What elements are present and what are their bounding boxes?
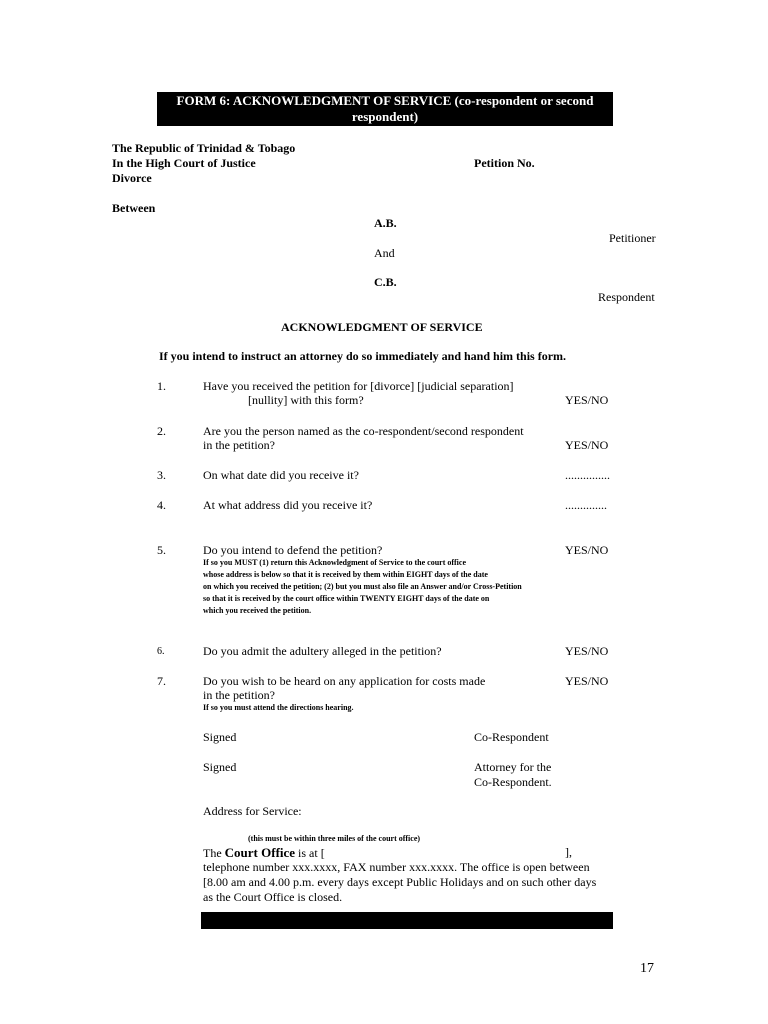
question-2-text: Are you the person named as the co-respondent/second respondent	[203, 424, 524, 438]
question-7-text-cont: in the petition?	[203, 688, 275, 702]
question-7-note: If so you must attend the directions hearing.	[203, 703, 354, 712]
petitioner-role: Petitioner	[609, 231, 656, 245]
question-3-text: On what date did you receive it?	[203, 468, 359, 482]
page-number: 17	[640, 961, 654, 976]
court-office-closed: as the Court Office is closed.	[203, 890, 343, 904]
court-office-prefix: The	[203, 846, 225, 860]
instruction-text: If you intend to instruct an attorney do so immediately and hand him this form.	[159, 349, 567, 363]
question-1-text: Have you received the petition for [divorce] [judicial separation]	[203, 379, 514, 393]
question-4-number: 4.	[157, 498, 166, 512]
question-5-answer: YES/NO	[565, 543, 609, 557]
question-6-number: 6.	[157, 646, 165, 657]
header-court: In the High Court of Justice	[112, 156, 256, 170]
footer-bar	[201, 912, 613, 929]
question-7-number: 7.	[157, 674, 166, 688]
form-title: FORM 6: ACKNOWLEDGMENT OF SERVICE (co-respondent or second respondent)	[176, 93, 594, 124]
question-2-text-cont: in the petition?	[203, 438, 275, 452]
form-title-bar	[157, 92, 613, 126]
respondent-role: Respondent	[598, 290, 655, 304]
respondent-name: C.B.	[374, 275, 397, 289]
question-7-answer: YES/NO	[565, 674, 609, 688]
court-office-telephone: telephone number xxx.xxxx, FAX number xxx.xxxx. The office is open between	[203, 860, 590, 874]
question-5-note-line: so that it is received by the court office within TWENTY EIGHT days of the date on	[203, 594, 490, 603]
petition-no-label: Petition No.	[474, 156, 535, 170]
court-office-name: Court Office	[224, 845, 296, 860]
question-5-note-line: which you received the petition.	[203, 606, 312, 615]
header-country: The Republic of Trinidad & Tobago	[112, 141, 296, 155]
court-office-line	[203, 845, 325, 861]
question-5-note-line: on which you received the petition; (2) but you must also file an Answer and/or Cross-Petition	[203, 582, 522, 591]
question-3-number: 3.	[157, 468, 166, 482]
attorney-label-cont: Co-Respondent.	[474, 775, 552, 789]
co-respondent-label: Co-Respondent	[474, 730, 549, 744]
question-4-text: At what address did you receive it?	[203, 498, 373, 512]
question-1-text-cont: [nullity] with this form?	[248, 393, 364, 407]
signed-label-2: Signed	[203, 760, 237, 774]
court-office-bracket-close: ],	[565, 845, 572, 859]
question-6-text: Do you admit the adultery alleged in the petition?	[203, 644, 442, 658]
question-5-note-line: whose address is below so that it is received by them within EIGHT days of the date	[203, 570, 488, 579]
question-2-number: 2.	[157, 424, 166, 438]
question-5-note-line: If so you MUST (1) return this Acknowledgment of Service to the court office	[203, 558, 467, 567]
court-office-hours: [8.00 am and 4.00 p.m. every days except Public Holidays and on such other days	[203, 875, 597, 889]
petitioner-name: A.B.	[374, 216, 397, 230]
question-6-answer: YES/NO	[565, 644, 609, 658]
question-4-answer-blank: ..............	[565, 498, 607, 512]
question-5-number: 5.	[157, 543, 166, 557]
question-1-answer: YES/NO	[565, 393, 609, 407]
between-label: Between	[112, 201, 156, 215]
address-note: (this must be within three miles of the court office)	[248, 834, 421, 843]
question-2-answer: YES/NO	[565, 438, 609, 452]
section-heading: ACKNOWLEDGMENT OF SERVICE	[281, 320, 483, 334]
question-1-number: 1.	[157, 379, 166, 393]
signed-label-1: Signed	[203, 730, 237, 744]
attorney-label: Attorney for the	[474, 760, 552, 774]
court-office-suffix: is at [	[295, 846, 325, 860]
question-3-answer-blank: ...............	[565, 468, 610, 482]
question-5-text: Do you intend to defend the petition?	[203, 543, 383, 557]
address-for-service-label: Address for Service:	[203, 804, 302, 818]
question-7-text: Do you wish to be heard on any application for costs made	[203, 674, 486, 688]
header-division: Divorce	[112, 171, 152, 185]
and-label: And	[374, 246, 395, 260]
